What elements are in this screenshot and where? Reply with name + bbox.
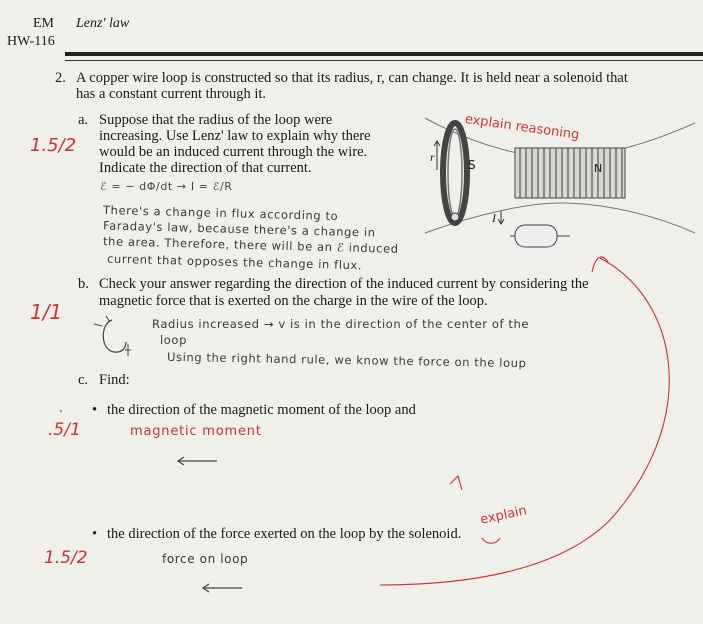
- part-a-hand-4: current that opposes the change in flux.: [106, 251, 363, 273]
- part-b-hand-1: Radius increased → v is in the direction of the center of the: [152, 317, 530, 331]
- part-a-hand-1: There's a change in flux according to: [102, 202, 339, 224]
- course-label: EM: [33, 16, 54, 31]
- part-c-label: c.: [78, 372, 89, 388]
- part-c-note: explain: [478, 503, 529, 528]
- part-b-hand-3: Using the right hand rule, we know the force on the loup: [166, 349, 527, 371]
- red-caret-mid: [450, 476, 462, 490]
- part-a-hand-3: the area. Therefore, there will be an ℰ induced: [102, 234, 399, 256]
- part-c-heading: Find:: [99, 372, 130, 388]
- part-b-line-2: magnetic force that is exerted on the charge in the wire of the loop.: [99, 293, 488, 309]
- red-arc: [380, 258, 669, 585]
- part-c-bullet-1: the direction of the magnetic moment of the loop and: [107, 402, 416, 418]
- part-a-line-2: increasing. Use Lenz' law to explain why there: [99, 128, 371, 144]
- hw-label: HW-116: [7, 34, 55, 49]
- label-s: S: [468, 158, 476, 172]
- bullet-1-dot: •: [92, 402, 98, 418]
- label-n: N: [594, 162, 603, 175]
- label-i: I: [492, 211, 496, 225]
- part-b-label: b.: [78, 276, 89, 292]
- part-a-hand-2: Faraday's law, because there's a change in: [102, 218, 376, 240]
- part-b-grade: 1/1: [30, 300, 63, 324]
- label-r: r: [430, 150, 435, 164]
- part-a-formula: ℰ = − dΦ/dt → I = ℰ/R: [100, 180, 233, 193]
- part-c-bullet-2: the direction of the force exerted on the loop by the solenoid.: [107, 526, 462, 542]
- part-a-line-1: Suppose that the radius of the loop were: [99, 112, 333, 128]
- bullet-2-dot: •: [92, 526, 98, 542]
- topic-label: Lenz' law: [76, 16, 130, 31]
- part-a-line-3: would be an induced current through the wire.: [99, 144, 368, 160]
- part-a-grade: 1.5/2: [30, 135, 77, 156]
- part-c-hand-1: magnetic moment: [130, 424, 262, 439]
- red-caret-top: [592, 257, 608, 272]
- part-b-line-1: Check your answer regarding the direction of the induced current by considering the: [99, 276, 589, 292]
- part-c-grade-2: 1.5/2: [44, 548, 88, 568]
- problem-line-2: has a constant current through it.: [76, 86, 267, 102]
- figure-note: explain reasoning: [463, 112, 581, 143]
- problem-number: 2.: [55, 70, 66, 86]
- part-c-hand-2: force on loop: [162, 552, 249, 566]
- red-caret-bottom: [482, 538, 500, 543]
- part-a-label: a.: [78, 112, 89, 128]
- problem-line-1: A copper wire loop is constructed so that its radius, r, can change. It is held near a solenoid that: [76, 70, 628, 86]
- part-a-line-4: Indicate the direction of that current.: [99, 160, 312, 176]
- part-b-hand-2: loop: [160, 333, 187, 347]
- part-c-grade-1: .5/1: [48, 420, 81, 440]
